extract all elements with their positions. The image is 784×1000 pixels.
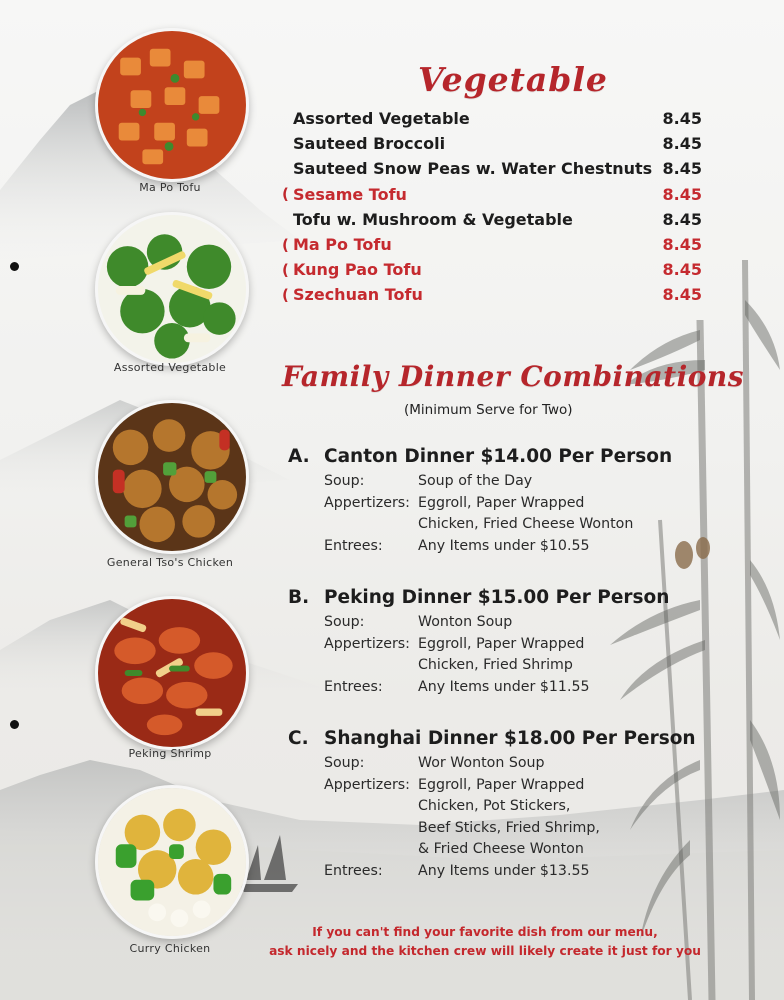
appetizers-label: Appertizers: [324, 635, 410, 652]
menu-item-price: 8.45 [662, 134, 702, 154]
dinner-entrees-row [324, 677, 669, 699]
spicy-icon: ( [282, 285, 289, 304]
dinner-combo-b [288, 587, 669, 698]
family-dinner-subtitle: (Minimum Serve for Two) [404, 402, 573, 418]
menu-item [282, 156, 702, 181]
photo-caption: Peking Shrimp [128, 747, 212, 760]
entrees-label: Entrees: [324, 862, 383, 879]
menu-item-price: 8.45 [662, 184, 702, 204]
menu-item-price: 8.45 [662, 260, 702, 280]
binder-hole [10, 262, 19, 271]
dinner-combo-c [288, 728, 696, 882]
footer-note-line: If you can't find your favorite dish from our menu, [312, 925, 658, 939]
peking-shrimp-photo [95, 596, 249, 750]
menu-item [282, 106, 702, 131]
entrees-value: Any Items under $11.55 [418, 678, 590, 695]
dinner-soup-row [324, 471, 672, 493]
ma-po-tofu-photo [95, 28, 249, 182]
dinner-heading [288, 446, 672, 467]
menu-item-name: Ma Po Tofu [293, 235, 392, 255]
photo-caption: Assorted Vegetable [113, 361, 227, 374]
photo-caption: Ma Po Tofu [139, 181, 201, 194]
vegetable-section-title: Vegetable [418, 60, 608, 99]
photo-caption: General Tso's Chicken [106, 556, 234, 569]
footer-note [240, 923, 730, 961]
dinner-title: Canton Dinner $14.00 Per Person [324, 446, 673, 467]
menu-item-price: 8.45 [662, 109, 702, 129]
menu-item-price: 8.45 [662, 159, 702, 179]
spicy-icon: ( [282, 185, 289, 204]
dinner-letter: B. [288, 587, 310, 608]
dinner-letter: C. [288, 728, 309, 749]
dinner-appetizers-row [324, 775, 696, 861]
soup-label: Soup: [324, 755, 365, 771]
soup-value: Wor Wonton Soup [418, 755, 545, 771]
entrees-value: Any Items under $13.55 [418, 862, 590, 879]
dinner-details [324, 753, 696, 882]
menu-item [282, 131, 702, 156]
photo-caption: Curry Chicken [129, 942, 211, 955]
dinner-letter: A. [288, 446, 310, 467]
curry-chicken-photo [95, 785, 249, 939]
footer-note-line: ask nicely and the kitchen crew will likely create it just for you [269, 944, 701, 958]
menu-item [282, 257, 702, 282]
dinner-soup-row [324, 612, 669, 634]
dinner-details [324, 612, 669, 698]
binder-hole [10, 720, 19, 729]
appetizers-value: Eggroll, Paper Wrapped Chicken, Fried Cheese Wonton [418, 494, 634, 532]
soup-value: Soup of the Day [418, 473, 533, 489]
soup-value: Wonton Soup [418, 614, 513, 630]
dinner-title: Peking Dinner $15.00 Per Person [324, 587, 670, 608]
dinner-combo-a [288, 446, 672, 557]
appetizers-value: Eggroll, Paper Wrapped Chicken, Fried Shrimp [418, 635, 585, 673]
menu-item-price: 8.45 [662, 209, 702, 229]
menu-item [282, 282, 702, 307]
spicy-icon: ( [282, 235, 289, 254]
menu-item-name: Sauteed Snow Peas w. Water Chestnuts [293, 159, 653, 179]
menu-item-name: Sesame Tofu [293, 184, 407, 204]
entrees-label: Entrees: [324, 537, 383, 554]
assorted-vegetable-photo [95, 212, 249, 366]
dinner-appetizers-row [324, 493, 672, 536]
entrees-value: Any Items under $10.55 [418, 537, 590, 554]
entrees-label: Entrees: [324, 678, 383, 695]
dinner-title: Shanghai Dinner $18.00 Per Person [324, 728, 696, 749]
dinner-heading [288, 728, 696, 749]
appetizers-value: Eggroll, Paper Wrapped Chicken, Pot Stickers, Beef Sticks, Fried Shrimp, & Fried Cheese Wonton [418, 776, 600, 857]
appetizers-label: Appertizers: [324, 776, 410, 793]
spicy-icon: ( [282, 260, 289, 279]
menu-item [282, 232, 702, 257]
family-dinner-section-title: Family Dinner Combinations [282, 360, 745, 393]
menu-item-name: Assorted Vegetable [293, 109, 470, 129]
dinner-appetizers-row [324, 634, 669, 677]
dinner-entrees-row [324, 861, 696, 883]
dinner-heading [288, 587, 669, 608]
general-tsos-chicken-photo [95, 400, 249, 554]
menu-item-price: 8.45 [662, 235, 702, 255]
dinner-entrees-row [324, 536, 672, 558]
menu-item-price: 8.45 [662, 285, 702, 305]
soup-label: Soup: [324, 473, 365, 489]
menu-item-name: Sauteed Broccoli [293, 134, 446, 154]
dinner-soup-row [324, 753, 696, 775]
appetizers-label: Appertizers: [324, 494, 410, 511]
vegetable-menu-list [282, 106, 702, 308]
menu-item-name: Kung Pao Tofu [293, 260, 422, 280]
menu-item [282, 182, 702, 207]
soup-label: Soup: [324, 614, 365, 630]
menu-item [282, 207, 702, 232]
menu-item-name: Tofu w. Mushroom & Vegetable [293, 209, 573, 229]
dinner-details [324, 471, 672, 557]
menu-item-name: Szechuan Tofu [293, 285, 423, 305]
